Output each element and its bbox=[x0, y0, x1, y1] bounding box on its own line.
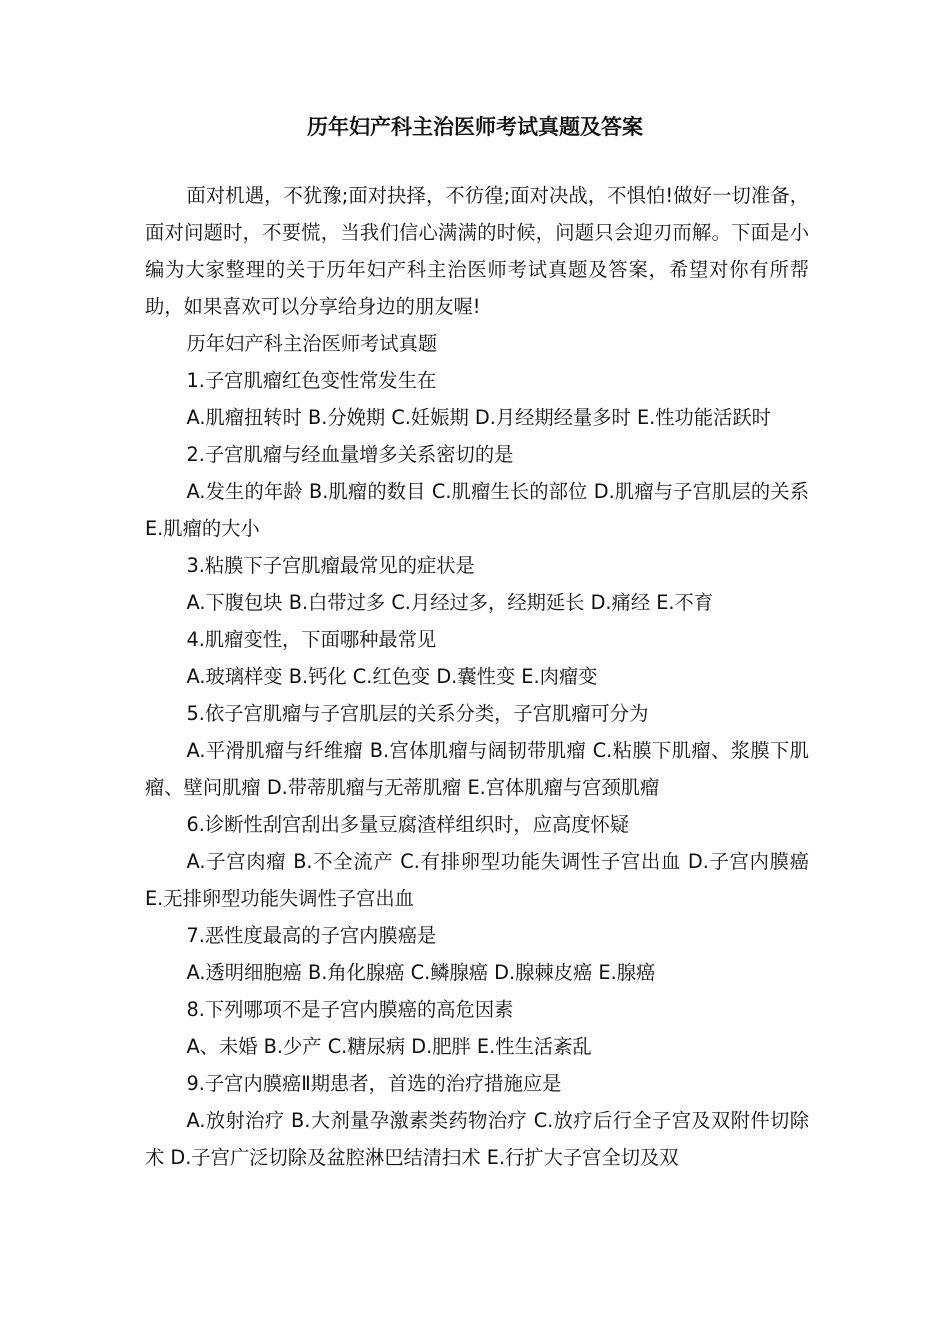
question-6-options: A.子宫肉瘤 B.不全流产 C.有排卵型功能失调性子宫出血 D.子宫内膜癌 E.无排卵型功能失调性子宫出血 bbox=[145, 850, 809, 910]
section-heading: 历年妇产科主治医师考试真题 bbox=[186, 332, 438, 355]
question-1-options: A.肌瘤扭转时 B.分娩期 C.妊娠期 D.月经期经量多时 E.性功能活跃时 bbox=[186, 406, 771, 429]
question-9-options: A.放射治疗 B.大剂量孕激素类药物治疗 C.放疗后行全子宫及双附件切除术 D.子宫广泛切除及盆腔淋巴结清扫术 E.行扩大子宫全切及双 bbox=[145, 1109, 809, 1169]
question-5: 5.依子宫肌瘤与子宫肌层的关系分类，子宫肌瘤可分为 bbox=[186, 702, 649, 725]
document-title: 历年妇产科主治医师考试真题及答案 bbox=[307, 115, 643, 139]
question-8-options: A、未婚 B.少产 C.糖尿病 D.肥胖 E.性生活紊乱 bbox=[186, 1035, 592, 1058]
question-3-options: A.下腹包块 B.白带过多 C.月经过多，经期延长 D.痛经 E.不育 bbox=[186, 591, 714, 614]
question-3: 3.粘膜下子宫肌瘤最常见的症状是 bbox=[186, 554, 475, 577]
document-body bbox=[145, 177, 809, 1176]
question-4: 4.肌瘤变性，下面哪种最常见 bbox=[186, 628, 437, 651]
question-8: 8.下列哪项不是子宫内膜癌的高危因素 bbox=[186, 998, 514, 1021]
question-7: 7.恶性度最高的子宫内膜癌是 bbox=[186, 924, 437, 947]
question-5-options: A.平滑肌瘤与纤维瘤 B.宫体肌瘤与阔韧带肌瘤 C.粘膜下肌瘤、浆膜下肌瘤、壁问肌瘤 D.带蒂肌瘤与无蒂肌瘤 E.宫体肌瘤与宫颈肌瘤 bbox=[145, 739, 809, 799]
question-7-options: A.透明细胞癌 B.角化腺癌 C.鳞腺癌 D.腺棘皮癌 E.腺癌 bbox=[186, 961, 656, 984]
question-9: 9.子宫内膜癌Ⅱ期患者，首选的治疗措施应是 bbox=[186, 1072, 562, 1095]
question-6: 6.诊断性刮宫刮出多量豆腐渣样组织时，应高度怀疑 bbox=[186, 813, 630, 836]
question-4-options: A.玻璃样变 B.钙化 C.红色变 D.囊性变 E.肉瘤变 bbox=[186, 665, 598, 688]
question-2-options: A.发生的年龄 B.肌瘤的数目 C.肌瘤生长的部位 D.肌瘤与子宫肌层的关系 E.肌瘤的大小 bbox=[145, 480, 809, 540]
question-2: 2.子宫肌瘤与经血量增多关系密切的是 bbox=[186, 443, 514, 466]
question-1: 1.子宫肌瘤红色变性常发生在 bbox=[186, 369, 437, 392]
intro-paragraph: 面对机遇，不犹豫;面对抉择，不彷徨;面对决战，不惧怕!做好一切准备，面对问题时，不要慌，当我们信心满满的时候，问题只会迎刃而解。下面是小编为大家整理的关于历年妇产科主治医师考试真题及答案，希望对你有所帮助，如果喜欢可以分享给身边的朋友喔! bbox=[145, 184, 809, 318]
